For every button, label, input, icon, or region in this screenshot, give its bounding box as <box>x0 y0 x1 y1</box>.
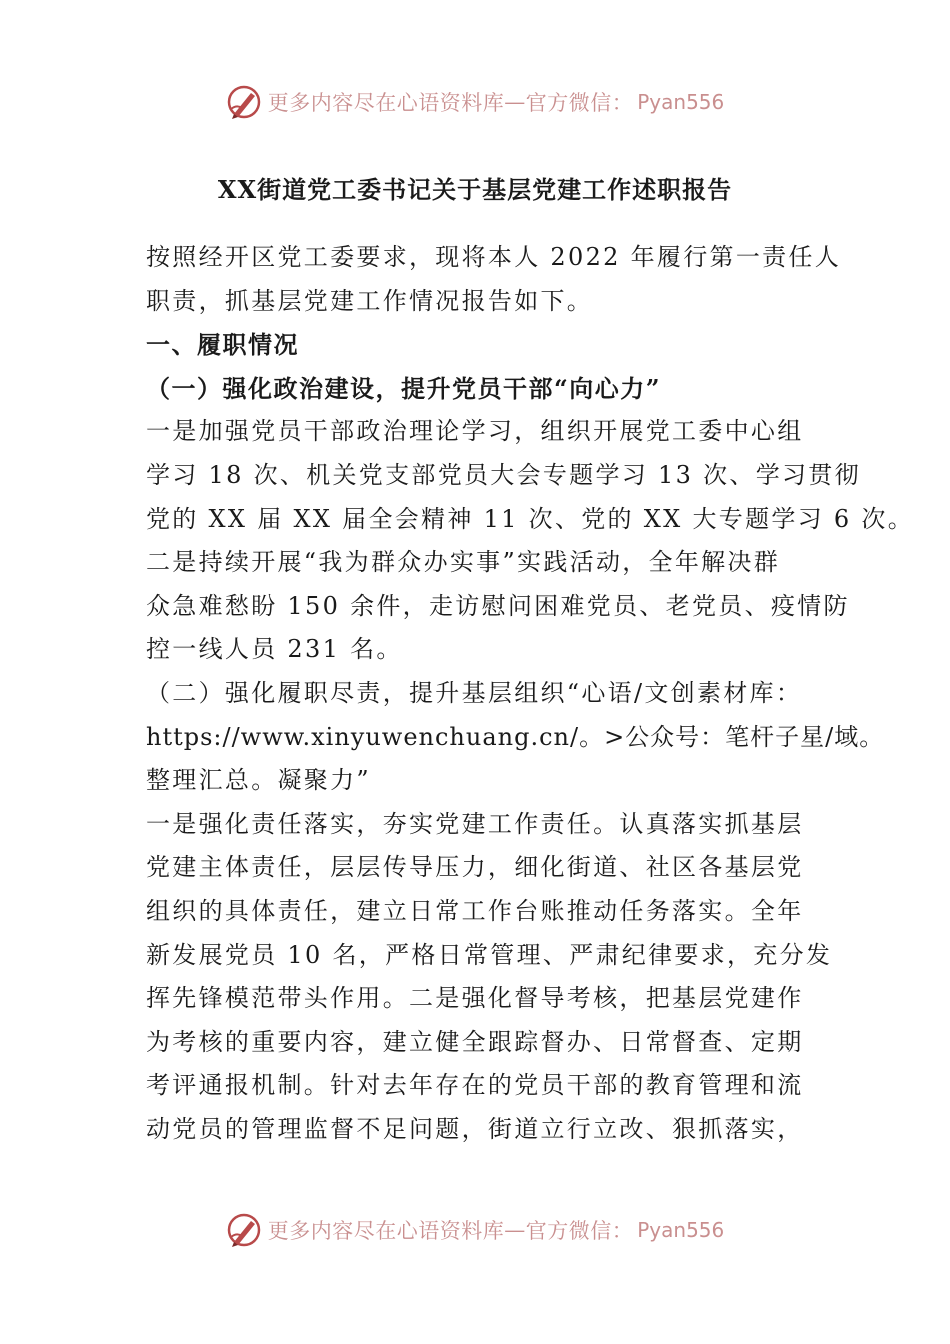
paragraph-line: 组织的具体责任，建立日常工作台账推动任务落实。全年 <box>146 896 804 925</box>
paragraph-line: 一是强化责任落实，夯实党建工作责任。认真落实抓基层 <box>146 809 804 838</box>
watermark-wechat-id: Pyan556 <box>637 1218 725 1242</box>
paragraph-line: 挥先锋模范带头作用。二是强化督导考核，把基层党建作 <box>146 984 804 1013</box>
watermark-separator: — <box>504 1218 526 1242</box>
watermark-separator: — <box>504 90 526 114</box>
footer-watermark-banner <box>0 1208 950 1252</box>
paragraph-line: 学习 18 次、机关党支部党员大会专题学习 13 次、学习贯彻 <box>146 460 861 489</box>
section-heading: 一、履职情况 <box>146 330 299 360</box>
document-title: XX街道党工委书记关于基层党建工作述职报告 <box>217 175 733 204</box>
watermark-text: 更多内容尽在心语资料库 <box>267 91 505 115</box>
paragraph-line: 新发展党员 10 名，严格日常管理、严肃纪律要求，充分发 <box>146 940 833 969</box>
source-url-line: https://www.xinyuwenchuang.cn/。>公众号：笔杆子星/域。 <box>146 722 885 751</box>
paragraph-line: 二是持续开展“我为群众办实事”实践活动，全年解决群 <box>146 548 781 577</box>
watermark-text: 更多内容尽在心语资料库 <box>267 1219 505 1243</box>
watermark-wechat-id: Pyan556 <box>637 90 725 114</box>
watermark-wechat-label: 官方微信： <box>525 91 634 115</box>
subsection-heading: （一）强化政治建设，提升党员干部“向心力” <box>146 373 662 403</box>
subsection-heading: （二）强化履职尽责，提升基层组织“心语/文创素材库： <box>146 678 803 707</box>
paragraph-line: 众急难愁盼 150 余件，走访慰问困难党员、老党员、疫情防 <box>146 591 850 620</box>
header-watermark-banner <box>0 80 950 124</box>
watermark-wechat-label: 官方微信： <box>525 1219 634 1243</box>
paragraph-line: 职责，抓基层党建工作情况报告如下。 <box>146 286 594 315</box>
pen-logo-icon <box>226 84 262 120</box>
paragraph-line: 为考核的重要内容，建立健全跟踪督办、日常督查、定期 <box>146 1027 804 1056</box>
paragraph-line: 考评通报机制。针对去年存在的党员干部的教育管理和流 <box>146 1071 804 1100</box>
pen-logo-icon <box>226 1212 262 1248</box>
paragraph-line: 党建主体责任，层层传导压力，细化街道、社区各基层党 <box>146 853 804 882</box>
paragraph-line: 党的 XX 届 XX 届全会精神 11 次、党的 XX 大专题学习 6 次。 <box>146 504 915 533</box>
paragraph-line: 按照经开区党工委要求，现将本人 2022 年履行第一责任人 <box>146 243 842 271</box>
paragraph-line: 控一线人员 231 名。 <box>146 635 403 664</box>
paragraph-line: 一是加强党员干部政治理论学习，组织开展党工委中心组 <box>146 417 804 446</box>
document-body <box>146 236 915 1151</box>
paragraph-line: 整理汇总。凝聚力” <box>146 766 371 795</box>
paragraph-line: 动党员的管理监督不足问题，街道立行立改、狠抓落实， <box>146 1114 804 1143</box>
